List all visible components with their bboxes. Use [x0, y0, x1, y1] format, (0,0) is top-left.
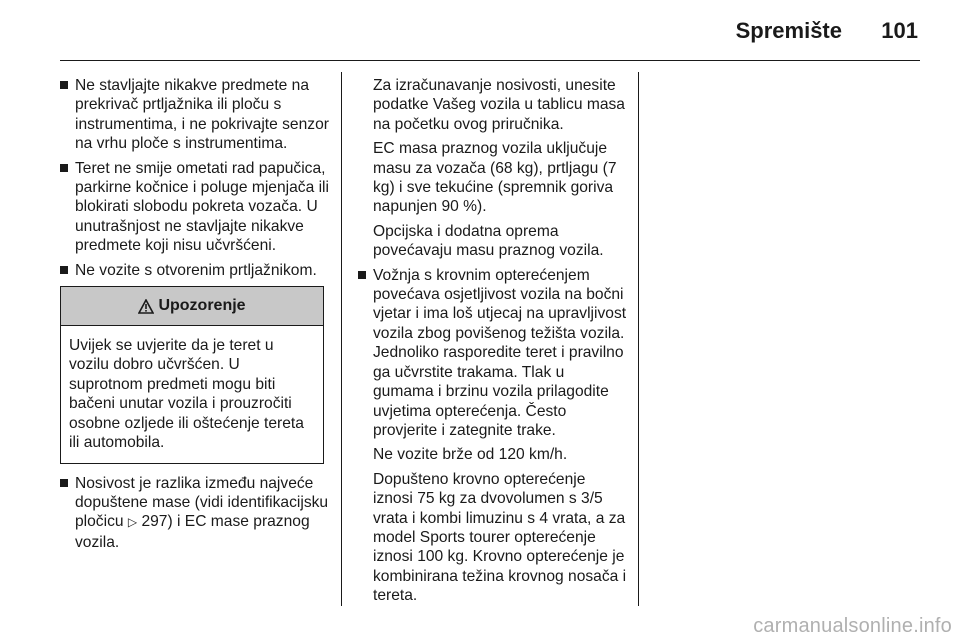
column-divider-left — [341, 72, 342, 606]
bullet-text-part: Nosivost je razlika između najveće dopuštene mase (vidi identifikacijsku pločicu — [75, 474, 329, 531]
bullet-square-icon — [60, 164, 68, 172]
list-item — [60, 474, 332, 553]
bullet-text: Ne stavljajte nikakve predmete na prekrivač prtljažnika ili ploču s instrumentima, i ne pokrivajte senzor na vrhu ploče s instrumentima. — [75, 77, 329, 153]
paragraph: Opcijska i dodatna oprema povećavaju masu praznog vozila. — [373, 222, 604, 260]
left-column — [60, 76, 332, 557]
warning-title: Upozorenje — [158, 297, 246, 315]
paragraph: Ne vozite brže od 120 km/h. — [373, 446, 568, 464]
header-rule — [60, 60, 920, 61]
bullet-text: Ne vozite s otvorenim prtljažnikom. — [75, 261, 317, 279]
warning-box — [60, 286, 324, 463]
paragraph: Dopušteno krovno opterećenje iznosi 75 kg za dvovolumen s 3/5 vrata i kombi limuzinu s 4 vrata, a za model Sports tourer opterećenje iznosi 100 kg. Krovno opterećenje je kombinirana težina krovnog nosača i tereta. — [373, 470, 627, 605]
bullet-text: Teret ne smije ometati rad papučica, parkirne kočnice i poluge mjenjača ili blokirati slobodu pokreta vozača. U unutrašnjost ne stavljajte nikakve predmete koji nisu učvršćeni. — [75, 159, 329, 255]
bullet-square-icon — [60, 266, 68, 274]
list-item — [60, 159, 332, 256]
paragraph: EC masa praznog vozila uključuje masu za vozača (68 kg), prtljagu (7 kg) i sve tekućine (spremnik goriva napunjen 90 %). — [373, 140, 617, 216]
list-item — [60, 76, 332, 154]
bullet-text: Vožnja s krovnim opterećenjem povećava osjetljivost vozila na bočni vjetar i ima loš utjecaj na upravljivost vozila zbog povišenog težišta vozila. Jednoliko rasporedite teret i pravilno ga učvrstite trakama. Tlak u gumama i brzinu vozila prilagodite uvjetima opterećenja. Često provjerite i zategnite trake. — [373, 266, 627, 439]
bullet-square-icon — [358, 271, 366, 279]
page-number: 101 — [881, 18, 918, 43]
column-divider-right — [638, 72, 639, 606]
warning-text: Uvijek se uvjerite da je teret u vozilu dobro učvršćen. U suprotnom predmeti mogu biti bačeni unutar vozila i prouzročiti osobne ozljede ili oštećenje tereta ili automobila. — [69, 337, 304, 452]
warning-triangle-icon — [138, 299, 154, 314]
bullet-square-icon — [60, 479, 68, 487]
list-item — [358, 266, 628, 441]
watermark: carmanualsonline.info — [753, 615, 952, 637]
page-header — [60, 14, 920, 58]
page-reference-link[interactable]: 297 — [141, 513, 168, 531]
right-column — [358, 76, 628, 611]
list-item — [60, 261, 332, 280]
page-reference-arrow-icon: ▷ — [127, 515, 138, 530]
bullet-square-icon — [60, 81, 68, 89]
warning-header — [61, 287, 323, 326]
paragraph: Za izračunavanje nosivosti, unesite podatke Vašeg vozila u tablicu masa na početku ovog priručnika. — [373, 77, 625, 133]
bullet-text-part: ) i EC mase praznog vozila. — [75, 513, 310, 551]
page-title: Spremište — [735, 18, 842, 43]
